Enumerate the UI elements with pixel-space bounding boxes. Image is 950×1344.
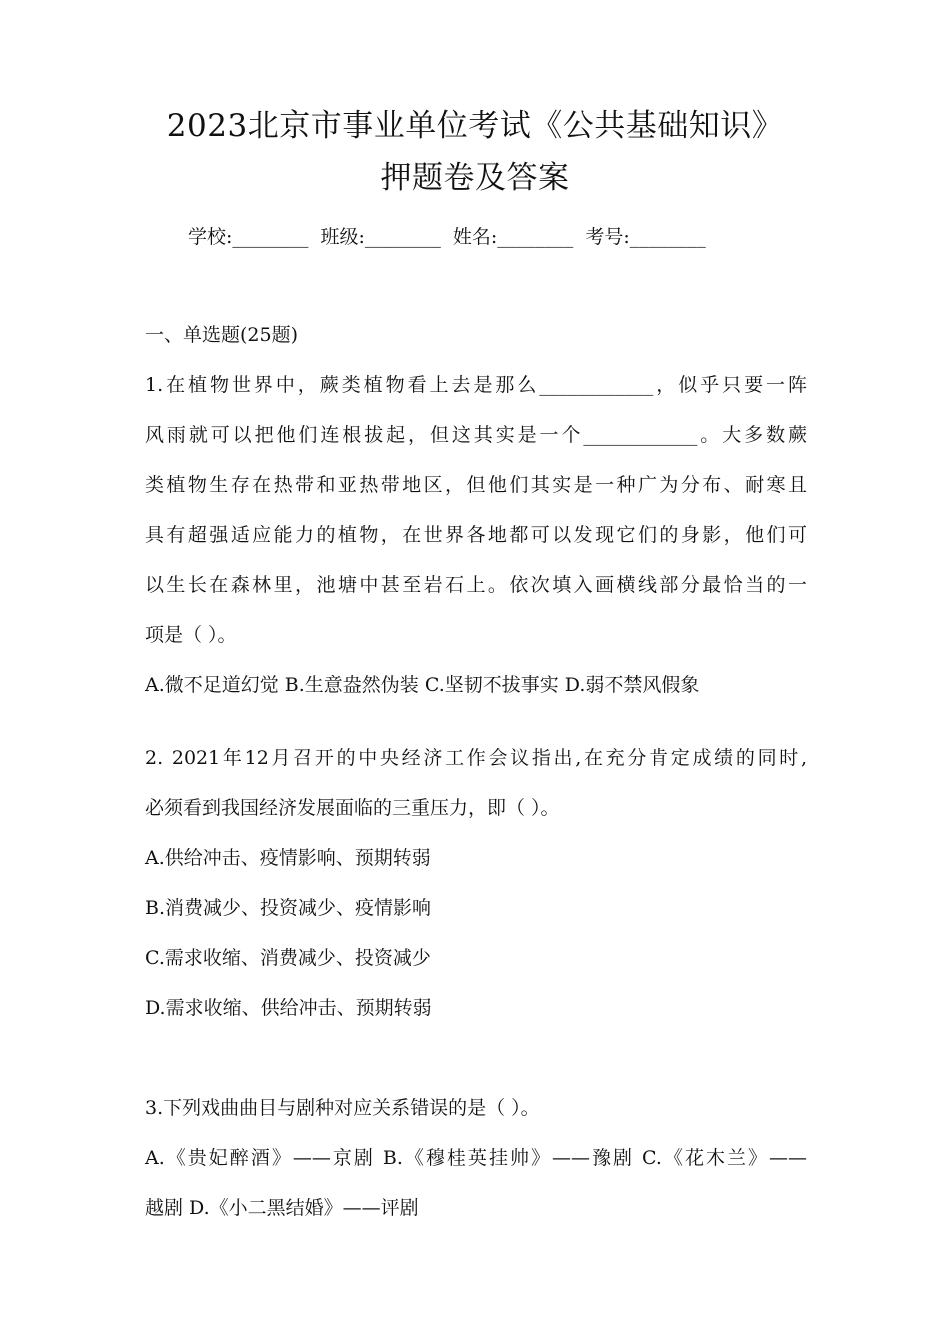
section-heading: 一、单选题(25题) [145,324,299,346]
question-1-options: A.微不足道幻觉 B.生意盎然伪装 C.坚韧不拔事实 D.弱不禁风假象 [145,674,700,696]
question-2-line: 2. 2021年12月召开的中央经济工作会议指出,在充分肯定成绩的同时, [145,747,807,769]
question-3-options: A.《贵妃醉酒》——京剧 B.《穆桂英挂帅》——豫剧 C.《花木兰》—— [145,1147,807,1169]
question-1-line: 1.在植物世界中，蕨类植物看上去是那么____________，似乎只要一阵 [145,374,807,396]
question-2-option: D.需求收缩、供给冲击、预期转弱 [145,997,432,1019]
question-3-options: 越剧 D.《小二黑结婚》——评剧 [145,1197,419,1219]
question-1-line: 风雨就可以把他们连根拔起，但这其实是一个____________。大多数蕨 [145,424,807,446]
question-2-option: C.需求收缩、消费减少、投资减少 [145,947,431,969]
question-1-line: 项是（ ）。 [145,624,237,646]
document-title-line-1: 2023北京市事业单位考试《公共基础知识》 [166,108,784,144]
student-info-row [188,224,712,250]
exam-number-field: 考号:________ [585,226,706,248]
question-1-line: 具有超强适应能力的植物，在世界各地都可以发现它们的身影，他们可 [145,524,807,546]
question-1-line: 类植物生存在热带和亚热带地区，但他们其实是一种广为分布、耐寒且 [145,474,807,496]
document-title-line-2: 押题卷及答案 [380,160,570,196]
question-1-line: 以生长在森林里，池塘中甚至岩石上。依次填入画横线部分最恰当的一 [145,574,807,596]
question-2-option: A.供给冲击、疫情影响、预期转弱 [145,847,431,869]
question-2-line: 必须看到我国经济发展面临的三重压力，即（ ）。 [145,797,560,819]
question-3-line: 3.下列戏曲曲目与剧种对应关系错误的是（ ）。 [145,1097,540,1119]
school-field: 学校:________ [188,226,309,248]
question-2-option: B.消费减少、投资减少、疫情影响 [145,897,432,919]
name-field: 姓名:________ [452,226,574,248]
class-field: 班级:________ [320,226,441,248]
